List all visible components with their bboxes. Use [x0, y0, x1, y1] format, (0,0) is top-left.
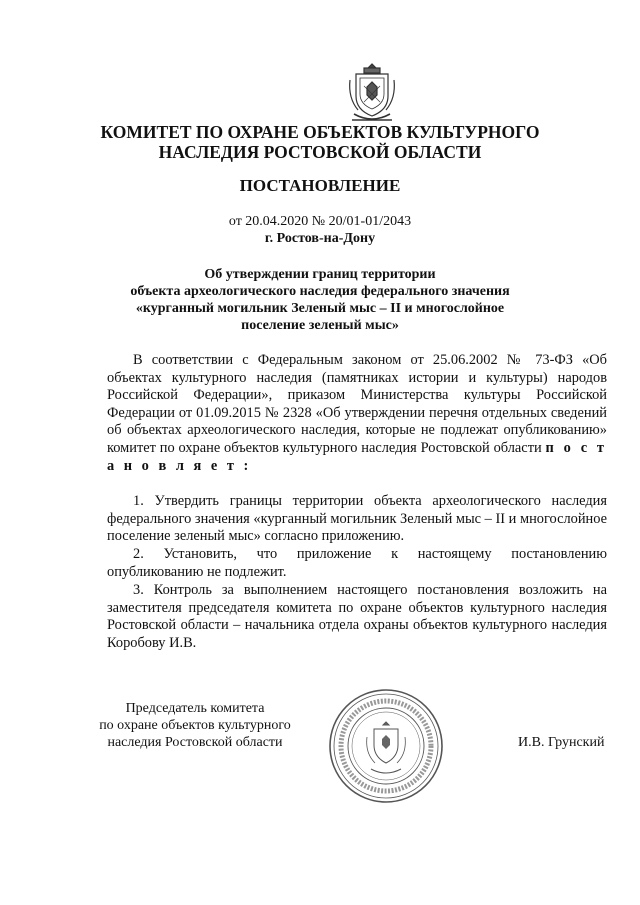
city: г. Ростов-на-Дону	[264, 231, 376, 246]
subject-line: поселение зеленый мыс»	[241, 318, 399, 333]
decision-item-1: 1. Утвердить границы территории объекта археологического наследия федерального значения «курганный могильник Зеленый мыс – II и многослойное поселение зеленый мыс» согласно приложению.	[107, 493, 607, 545]
signatory-position	[85, 700, 305, 751]
position-line: Председатель комитета	[125, 701, 265, 716]
subject-line: «курганный могильник Зеленый мыс – II и многослойное	[135, 301, 505, 316]
preamble-paragraph	[107, 352, 607, 475]
subject-line: объекта археологического наследия федерального значения	[130, 284, 510, 299]
org-name-line1: КОМИТЕТ ПО ОХРАНЕ ОБЪЕКТОВ КУЛЬТУРНОГО	[100, 122, 540, 142]
preamble-text: В соответствии с Федеральным законом от 25.06.2002 № 73-ФЗ «Об объектах культурного наследия (памятниках истории и культуры) народов Российской Федерации», приказом Министерства культуры Российской Федерации от 01.09.2015 № 2328 «Об утверждении перечня отдельных сведений об объектах археологического наследия, которые не подлежат опубликованию» комитет по охране объектов культурного наследия Ростовской области	[107, 352, 607, 456]
document-type: ПОСТАНОВЛЕНИЕ	[239, 176, 401, 195]
decision-item-3: 3. Контроль за выполнением настоящего постановления возложить на заместителя председателя комитета по охране объектов культурного наследия Ростовской области – начальника отдела охраны объектов культурного наследия Коробову И.В.	[107, 582, 607, 651]
decision-item-2: 2. Установить, что приложение к настоящему постановлению опубликованию не подлежит.	[107, 546, 607, 580]
subject-block	[0, 266, 640, 334]
org-name-line2: НАСЛЕДИЯ РОСТОВСКОЙ ОБЛАСТИ	[158, 142, 482, 162]
date-number: от 20.04.2020 № 20/01-01/2043	[228, 214, 412, 229]
coat-of-arms-icon	[346, 62, 398, 124]
position-line: по охране объектов культурного	[99, 718, 291, 733]
position-line: наследия Ростовской области	[107, 735, 283, 750]
subject-line: Об утверждении границ территории	[204, 267, 436, 282]
signatory-name: И.В. Грунский	[518, 735, 605, 750]
decree-word: п о с т а н о в л я е т :	[107, 439, 607, 474]
round-official-seal-icon	[327, 687, 445, 805]
